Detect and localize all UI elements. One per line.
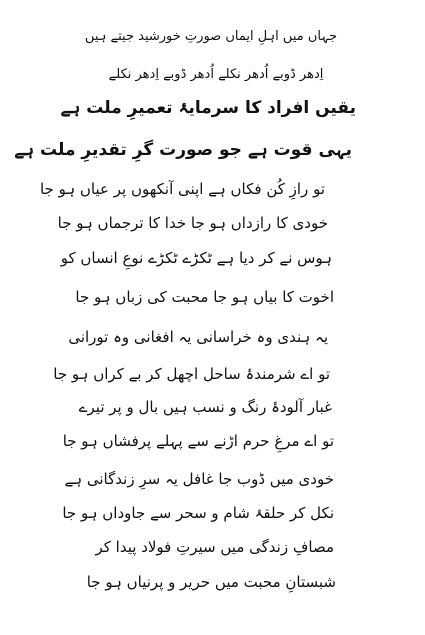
verse-line: یہی قوت ہے جو صورت گرِ تقدیرِ ملت ہے bbox=[14, 140, 352, 160]
verse-line: تو اے مرغِ حرم اڑنے سے پہلے پرفشاں ہو جا bbox=[62, 432, 334, 450]
verse-line: خودی کا رازداں ہو جا خدا کا ترجماں ہو جا bbox=[57, 214, 328, 232]
verse-line: اخوت کا بیاں ہو جا محبت کی زباں ہو جا bbox=[75, 288, 334, 306]
verse-line: اِدھر ڈوبے اُدھر نکلے اُدھر ڈوبے اِدھر نکلے bbox=[108, 67, 324, 82]
verse-line: مصافِ زندگی میں سیرتِ فولاد پیدا کر bbox=[95, 538, 334, 556]
verse-line: نکل کر حلقۂ شام و سحر سے جاوداں ہو جا bbox=[62, 504, 334, 522]
verse-line: جہاں میں اہلِ ایماں صورتِ خورشید جیتے ہیں bbox=[84, 29, 337, 44]
verse-line: ہوس نے کر دیا ہے ٹکڑے ٹکڑے نوعِ انساں کو bbox=[60, 249, 332, 267]
verse-line: یقیں افراد کا سرمایۂ تعمیرِ ملت ہے bbox=[60, 98, 356, 118]
verse-line: تو رازِ کُن فکاں ہے اپنی آنکھوں پر عیاں ہو جا bbox=[39, 180, 325, 198]
verse-line: شبستانِ محبت میں حریر و پرنیاں ہو جا bbox=[86, 573, 336, 591]
verse-line: تو اے شرمندۂ ساحل اچھل کر بے کراں ہو جا bbox=[53, 365, 330, 383]
verse-line: خودی میں ڈوب جا غافل یہ سرِ زندگانی ہے bbox=[64, 470, 334, 488]
verse-line: یہ ہندی وہ خراسانی یہ افغانی وہ تورانی bbox=[68, 328, 328, 346]
verse-line: غبار آلودۂ رنگ و نسب ہیں بال و پر تیرے bbox=[78, 398, 332, 416]
